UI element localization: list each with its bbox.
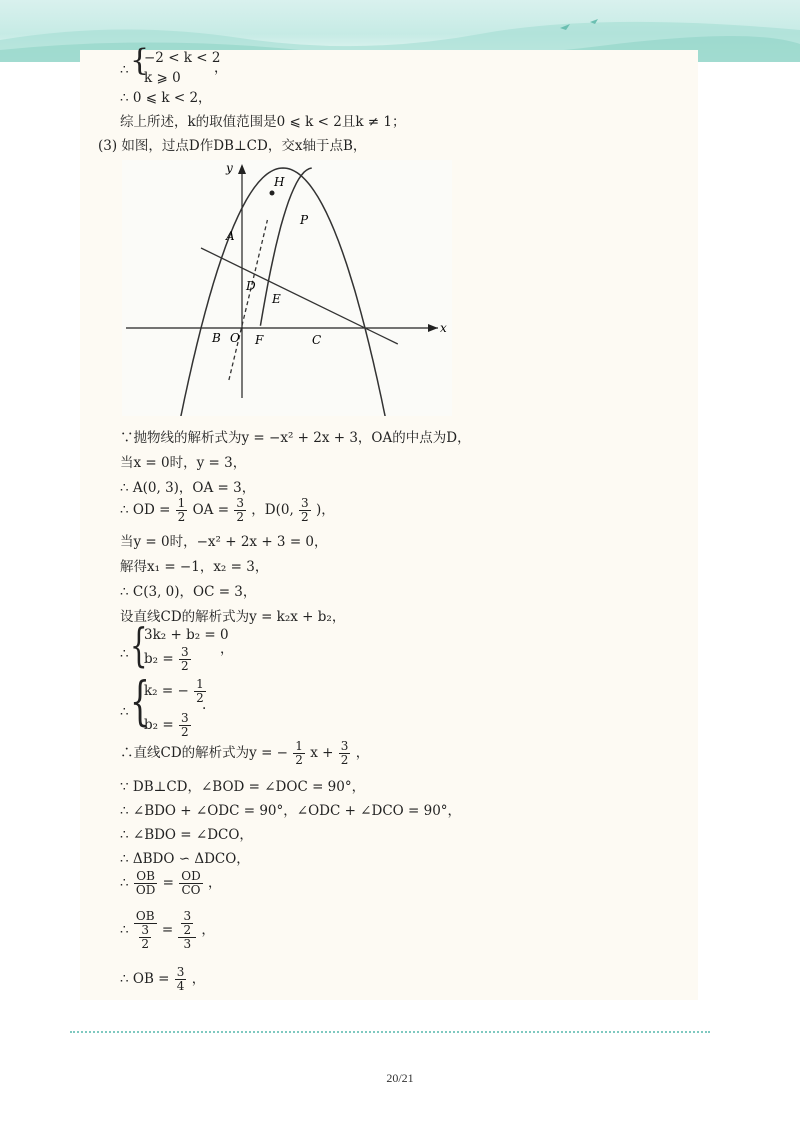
- punctuation: ，: [220, 641, 234, 657]
- label-P: P: [300, 213, 309, 227]
- text-line: ∴ C(3, 0)，OC = 3，: [120, 584, 257, 600]
- label-y: y: [226, 161, 233, 175]
- label-x: x: [440, 321, 447, 335]
- equation-row: 3k₂ + b₂ = 0: [144, 627, 229, 643]
- fraction: $\frac{3}{2}$: [340, 739, 349, 767]
- fraction: $\frac{OB}{\frac{3}{2}}$: [135, 909, 155, 951]
- label-E: E: [272, 292, 281, 306]
- fraction: $\frac{3}{4}$: [176, 965, 185, 993]
- label-A: A: [226, 229, 235, 243]
- fraction: $\frac{3}{2}$: [180, 645, 189, 673]
- fraction: $\frac{3}{2}$: [301, 496, 309, 524]
- fraction: $\frac{1}{2}$: [196, 677, 204, 705]
- label-D: D: [246, 279, 256, 293]
- fraction: $\frac{OB}{OD}$: [135, 869, 156, 897]
- text-line: ∵抛物线的解析式为y = −x² + 2x + 3，OA的中点为D，: [120, 430, 471, 446]
- text-line-od: ∴ OD = $\frac{1}{2}$ OA = $\frac{3}{2}$ ，D(0, $\frac{3}{2}$ )，: [120, 496, 335, 524]
- page-number: 20/21: [386, 1071, 414, 1085]
- text-line: ∴ ∠BDO = ∠DCO，: [120, 827, 253, 843]
- therefore-symbol: ∴: [120, 704, 129, 720]
- fraction: $\frac{\frac{3}{2}}{3}$: [178, 910, 196, 951]
- equation-row: k₂ = − $\frac{1}{2}$: [144, 677, 204, 705]
- fraction: $\frac{3}{2}$: [141, 923, 150, 951]
- equation-row: b₂ = $\frac{3}{2}$: [144, 711, 189, 739]
- fraction: $\frac{3}{2}$: [183, 909, 192, 937]
- text-line: ∴ ∠BDO + ∠ODC = 90°，∠ODC + ∠DCO = 90°，: [120, 803, 462, 819]
- fraction: $\frac{1}{2}$: [177, 496, 186, 524]
- text-line: ∴ 0 ⩽ k < 2，: [120, 90, 212, 106]
- fraction: $\frac{3}{2}$: [180, 711, 189, 739]
- fraction: $\frac{OD}{CO}$: [181, 869, 201, 897]
- geometry-diagram: [122, 160, 452, 416]
- label-O: O: [230, 331, 240, 345]
- text-line: ∵ DB⊥CD，∠BOD = ∠DOC = 90°，: [120, 779, 366, 795]
- text-line: 解得x₁ = −1，x₂ = 3，: [120, 559, 269, 575]
- text-line-ratio: ∴ $\frac{OB}{OD}$ = $\frac{OD}{CO}$ ，: [120, 869, 222, 897]
- inequality-row: k ⩾ 0: [144, 70, 181, 86]
- brace: {: [130, 672, 150, 732]
- text-line: ∴ A(0, 3)，OA = 3，: [120, 480, 256, 496]
- therefore-symbol: ∴: [120, 62, 129, 78]
- text-line: 综上所述，k的取值范围是0 ⩽ k < 2且k ≠ 1；: [120, 114, 406, 130]
- footer-divider: [70, 1031, 710, 1033]
- text-line: 当x = 0时，y = 3，: [120, 455, 247, 471]
- punctuation: ，: [214, 60, 228, 76]
- parabola-figure: [122, 160, 452, 416]
- fraction: $\frac{1}{2}$: [295, 739, 303, 767]
- punctuation: .: [202, 697, 207, 713]
- text-line: 当y = 0时，−x² + 2x + 3 = 0，: [120, 534, 328, 550]
- text-line-cd: ∴直线CD的解析式为y = − $\frac{1}{2}$ x + $\frac{3}{2}$ ，: [120, 739, 370, 767]
- fraction: $\frac{3}{2}$: [236, 496, 244, 524]
- brace: {: [130, 43, 150, 78]
- text-line: ∴ ΔBDO ∽ ΔDCO，: [120, 851, 250, 867]
- label-C: C: [312, 333, 322, 347]
- text-line: (3) 如图，过点D作DB⊥CD，交x轴于点B，: [98, 138, 367, 154]
- inequality-row: −2 < k < 2: [144, 50, 221, 66]
- text-line-ob: ∴ OB = $\frac{3}{4}$ ，: [120, 965, 206, 993]
- brace: {: [130, 618, 148, 672]
- label-F: F: [255, 333, 264, 347]
- label-H: H: [274, 175, 285, 189]
- equation-row: b₂ = $\frac{3}{2}$: [144, 645, 189, 673]
- therefore-symbol: ∴: [120, 646, 129, 662]
- text-line-ratio-2: ∴ $\frac{OB}{\frac{3}{2}}$ = $\frac{\frac{3}{2}}{3}$ ，: [120, 909, 215, 951]
- label-B: B: [212, 331, 221, 345]
- text-line: 设直线CD的解析式为y = k₂x + b₂，: [120, 609, 346, 625]
